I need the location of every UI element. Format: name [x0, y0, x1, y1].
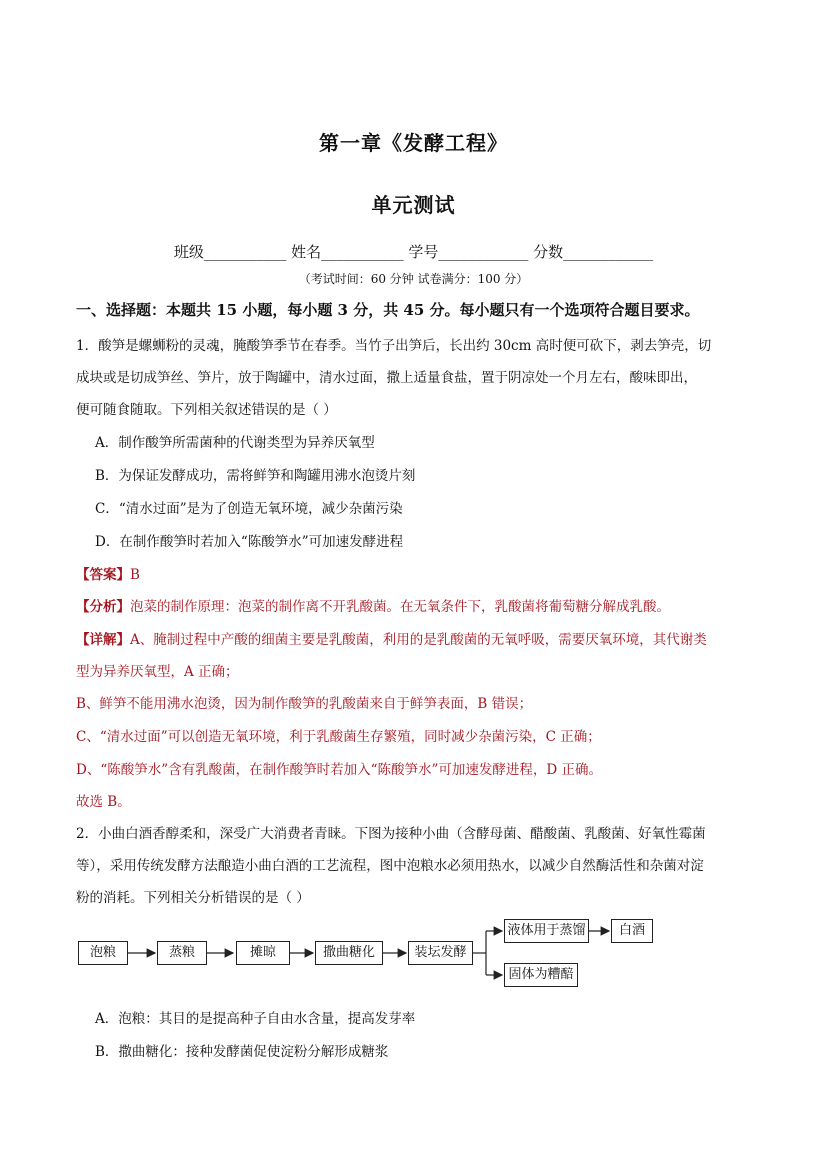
q1-option-d: D．在制作酸笋时若加入“陈酸笋水”可加速发酵进程 [95, 534, 404, 550]
q1-stem-line: 便可随食随取。下列相关叙述错误的是（ ） [76, 402, 337, 418]
detail-tag: 【详解】 [76, 632, 130, 648]
page-subtitle: 单元测试 [371, 193, 456, 217]
flow-step-ferment: 装坛发酵 [408, 941, 473, 965]
answer-tag: 【答案】 [76, 567, 130, 583]
q1-stem-line: 1．酸笋是螺蛳粉的灵魂，腌酸笋季节在春季。当竹子出笋后，长出约 30cm 高时便可砍下，剥去笋壳，切 [76, 338, 712, 354]
flow-branch-solid: 固体为糟醅 [504, 963, 578, 987]
flow-step-soak: 泡粮 [78, 941, 128, 965]
q2-option-b: B．撒曲糖化：接种发酵菌促使淀粉分解形成糖浆 [95, 1044, 389, 1060]
q1-detail-line: D、“陈酸笋水”含有乳酸菌，在制作酸笋时若加入“陈酸笋水”可加速发酵进程，D 正确。 [76, 762, 603, 778]
page-title: 第一章《发酵工程》 [319, 131, 508, 155]
q1-option-a: A．制作酸笋所需菌种的代谢类型为异养厌氧型 [95, 435, 375, 451]
q1-detail-line: C、“清水过面”可以创造无氧环境，利于乳酸菌生存繁殖，同时减少杂菌污染，C 正确； [76, 729, 601, 745]
flow-final-liquor: 白酒 [611, 919, 653, 943]
q2-stem-line: 等），采用传统发酵方法酿造小曲白酒的工艺流程，图中泡粮水必须用热水，以减少自然酶活性和杂菌对淀 [76, 858, 704, 874]
section-heading: 一、选择题：本题共 15 小题，每小题 3 分，共 45 分。每小题只有一个选项符合题目要求。 [76, 301, 700, 319]
q1-stem-line: 成块或是切成笋丝、笋片，放于陶罐中，清水过面，撒上适量食盐，置于阴凉处一个月左右，酸味即出， [76, 370, 697, 386]
flow-step-steam: 蒸粮 [157, 941, 207, 965]
analysis-tag: 【分析】 [76, 599, 130, 615]
flow-step-cool: 摊晾 [236, 941, 290, 965]
q2-stem-line: 2．小曲白酒香醇柔和，深受广大消费者青睐。下图为接种小曲（含酵母菌、醋酸菌、乳酸菌、好氧性霉菌 [76, 826, 706, 842]
analysis-text: 泡菜的制作原理：泡菜的制作离不开乳酸菌。在无氧条件下，乳酸菌将葡萄糖分解成乳酸。 [130, 599, 670, 615]
q1-detail-line: B、鲜笋不能用沸水泡烫，因为制作酸笋的乳酸菌来自于鲜笋表面，B 错误； [76, 696, 533, 712]
flow-step-saccharify: 撒曲糖化 [315, 941, 383, 965]
q1-detail-line: 故选 B。 [76, 794, 131, 810]
exam-note: （考试时间：60 分钟 试卷满分：100 分） [298, 272, 529, 286]
answer-value: B [130, 567, 140, 583]
q2-stem-line: 粉的消耗。下列相关分析错误的是（ ） [76, 890, 310, 906]
detail-text: A、腌制过程中产酸的细菌主要是乳酸菌，利用的是乳酸菌的无氧呼吸，需要厌氧环境，其代谢类 [130, 632, 707, 648]
q1-detail-line: 型为异养厌氧型，A 正确； [76, 664, 239, 680]
student-info-line: 班级___________ 姓名___________ 学号____________ 分数____________ [173, 243, 654, 261]
flow-branch-liquid: 液体用于蒸馏 [504, 919, 589, 943]
q1-option-b: B．为保证发酵成功，需将鲜笋和陶罐用沸水泡烫片刻 [95, 468, 416, 484]
q2-option-a: A．泡粮：其目的是提高种子自由水含量，提高发芽率 [95, 1011, 416, 1027]
q1-option-c: C．“清水过面”是为了创造无氧环境，减少杂菌污染 [95, 501, 403, 517]
